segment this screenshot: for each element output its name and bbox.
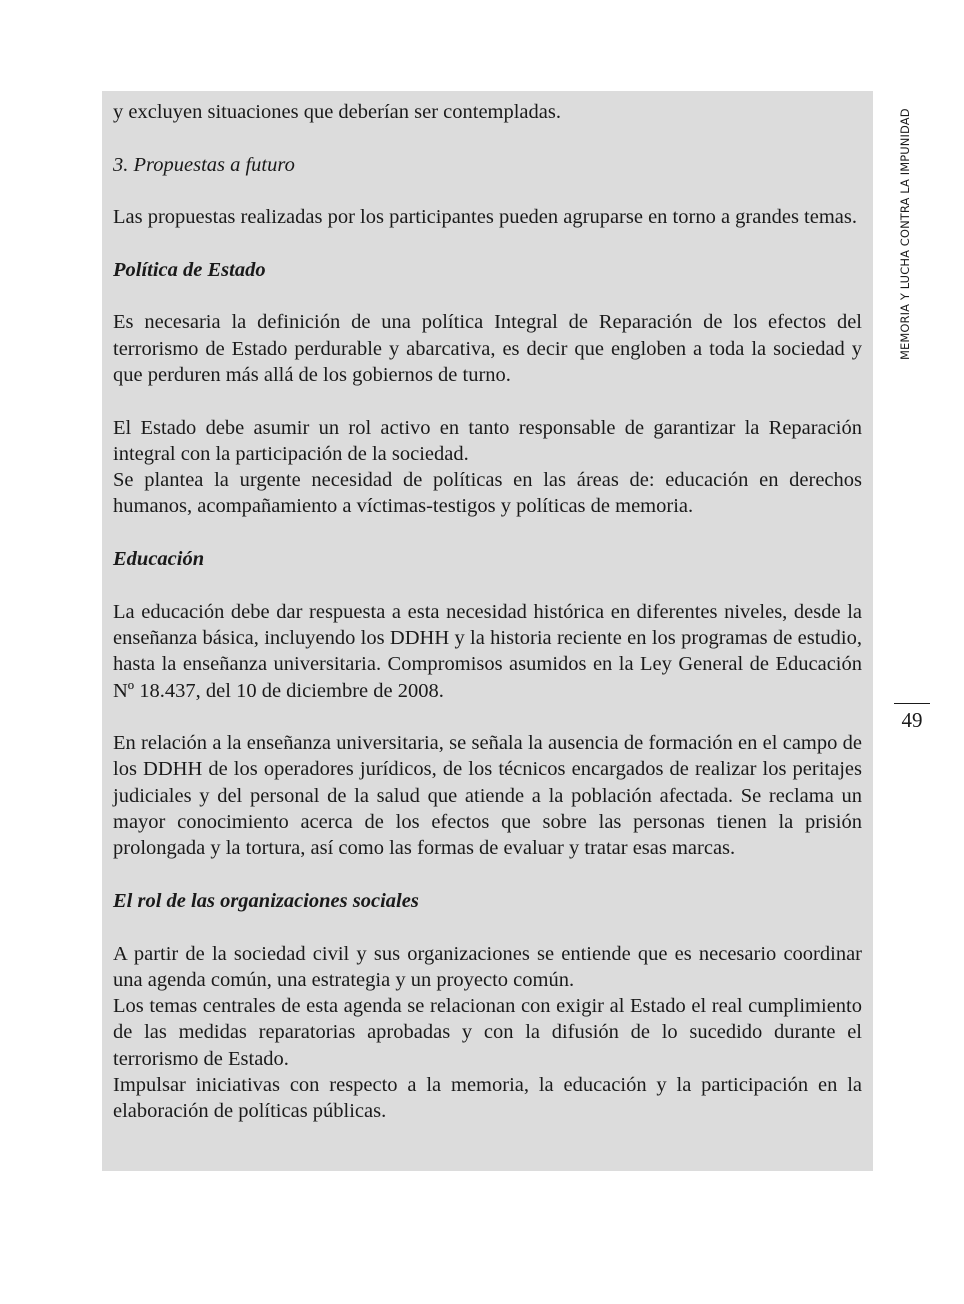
text-panel [102,91,873,1171]
intro-line: y excluyen situaciones que deberían ser contempladas. [113,101,561,123]
page-number: 49 [901,708,923,732]
page-number-rule [894,703,930,704]
heading-organizaciones: El rol de las organizaciones sociales [113,889,419,912]
paragraph: La educación debe dar respuesta a esta necesidad histórica en diferentes niveles, desde la enseñanza básica, incluyendo los DDHH y la historia reciente en los programas de estudio, hasta la enseñanza universitaria. Compromisos asumidos en la Ley General de Educación Nº 18.437, del 10 de diciembre de 2008. [113,600,862,702]
paragraph: El Estado debe asumir un rol activo en tanto responsable de garantizar la Reparación integral con la participación de la sociedad. [113,416,862,465]
heading-educacion: Educación [113,548,205,571]
heading-politica: Política de Estado [113,258,266,281]
running-header [893,102,917,360]
section-intro: Las propuestas realizadas por los participantes pueden agruparse en torno a grandes temas. [113,206,857,229]
paragraph: Se plantea la urgente necesidad de políticas en las áreas de: educación en derechos humanos, acompañamiento a víctimas-testigos y políticas de memoria. [113,469,862,518]
running-header-text: MEMORIA Y LUCHA CONTRA LA IMPUNIDAD [898,108,912,360]
paragraph: Impulsar iniciativas con respecto a la memoria, la educación y la participación en la elaboración de políticas públicas. [113,1073,862,1123]
paragraph: A partir de la sociedad civil y sus organizaciones se entiende que es necesario coordinar una agenda común, una estrategia y un proyecto común. [113,942,862,991]
paragraph: Los temas centrales de esta agenda se relacionan con exigir al Estado el real cumplimiento de las medidas reparatorias aprobadas y con la difusión de lo sucedido durante el terrorismo de Estado. [113,995,862,1070]
paragraph: Es necesaria la definición de una política Integral de Reparación de los efectos del terrorismo de Estado perdurable y abarcativa, es decir que engloben a toda la sociedad y que perduren más allá de los gobiernos de turno. [113,311,862,386]
paragraph: En relación a la enseñanza universitaria, se señala la ausencia de formación en el campo de los DDHH de los operadores jurídicos, de los técnicos encargados de realizar los peritajes judiciales y del personal de la salud que atiende a la población afectada. Se reclama un mayor conocimiento acerca de los efectos que sobre las personas tienen la prisión prolongada y la tortura, así como las formas de evaluar y tratar esas marcas. [113,732,862,860]
section-heading: 3. Propuestas a futuro [113,153,295,176]
body-text [113,99,862,1125]
